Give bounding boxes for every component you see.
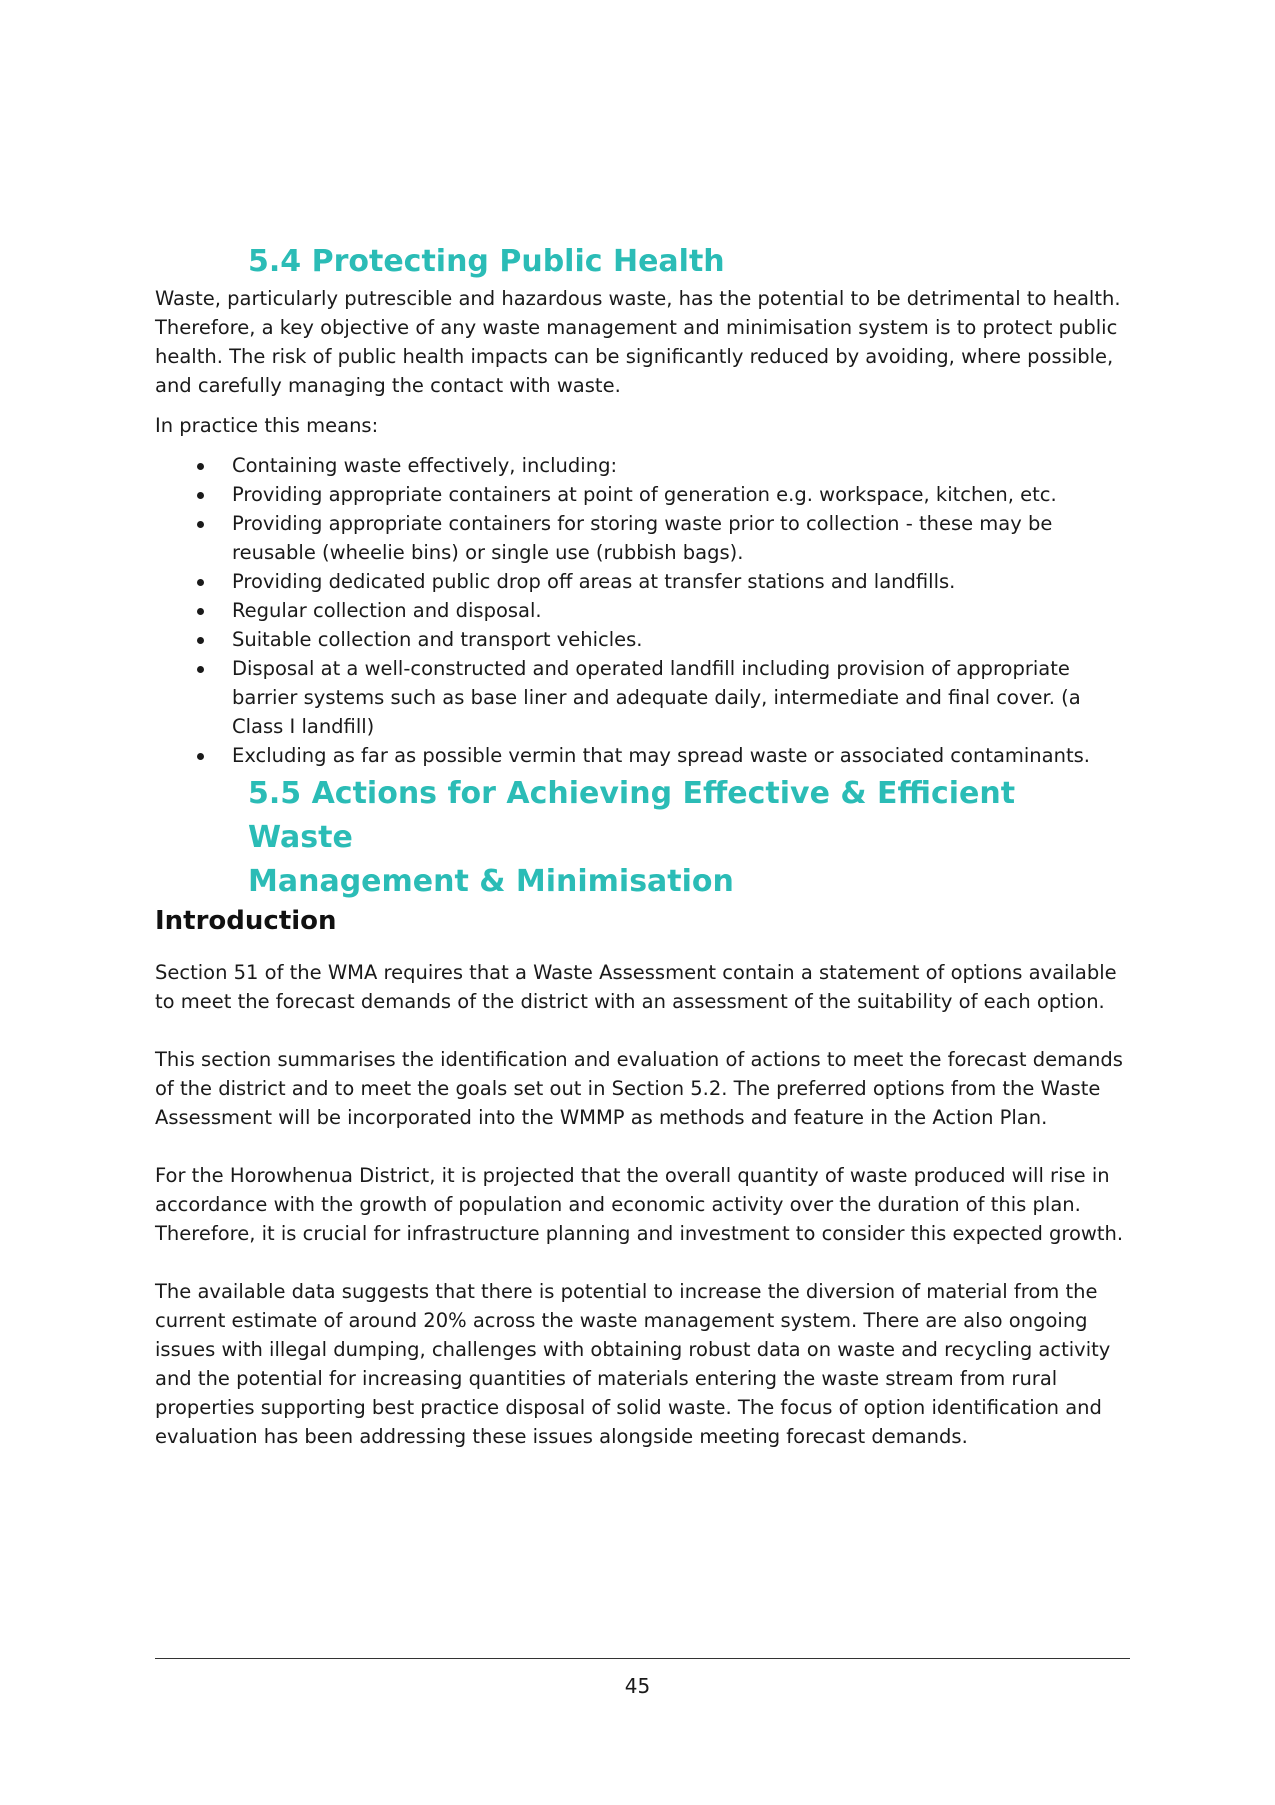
list-item bbox=[155, 596, 1130, 625]
list-item-text: Excluding as far as possible vermin that may spread waste or associated contaminants. bbox=[232, 744, 1090, 767]
bullet-icon bbox=[197, 608, 204, 615]
bullet-icon bbox=[197, 463, 204, 470]
section-heading-5-5-line2: Management & Minimisation bbox=[248, 864, 734, 899]
page-number: 45 bbox=[624, 1674, 651, 1698]
list-item-text: Regular collection and disposal. bbox=[232, 599, 542, 622]
section-heading-5-5-line1: 5.5 Actions for Achieving Effective & Efficient Waste bbox=[248, 776, 1016, 855]
introduction-paragraph-2: This section summarises the identification and evaluation of actions to meet the forecast demands of the district and to meet the goals set out in Section 5.2. The preferred options from the Waste Assessment will be incorporated into the WMMP as methods and feature in the Action Plan. bbox=[155, 1048, 1123, 1129]
list-item bbox=[155, 654, 1130, 741]
list-item-text: Disposal at a well-constructed and operated landfill including provision of appropriate barrier systems such as base liner and adequate daily, intermediate and final cover. (a Class I landfill) bbox=[232, 657, 1081, 738]
page-content bbox=[155, 240, 1130, 1451]
bullet-icon bbox=[197, 753, 204, 760]
introduction-paragraph-3: For the Horowhenua District, it is projected that the overall quantity of waste produced will rise in accordance with the growth of population and economic activity over the duration of this plan. Therefore, it is crucial for infrastructure planning and investment to consider this expected growth. bbox=[155, 1164, 1124, 1245]
section-5-4-intro: In practice this means: bbox=[155, 414, 379, 437]
list-item-text: Containing waste effectively, including: bbox=[232, 454, 618, 477]
list-item-text: Providing appropriate containers for storing waste prior to collection - these may be reusable (wheelie bins) or single use (rubbish bags). bbox=[232, 512, 1053, 564]
list-item-text: Suitable collection and transport vehicles. bbox=[232, 628, 643, 651]
list-item bbox=[155, 509, 1130, 567]
bullet-icon bbox=[197, 492, 204, 499]
introduction-paragraph-1: Section 51 of the WMA requires that a Waste Assessment contain a statement of options available to meet the forecast demands of the district with an assessment of the suitability of each option. bbox=[155, 961, 1117, 1013]
bullet-icon bbox=[197, 666, 204, 673]
introduction-heading: Introduction bbox=[155, 906, 337, 936]
list-item bbox=[155, 741, 1130, 770]
section-heading-5-5 bbox=[155, 772, 1130, 904]
list-item bbox=[155, 451, 1130, 480]
list-item-text: Providing appropriate containers at point of generation e.g. workspace, kitchen, etc. bbox=[232, 483, 1057, 506]
section-5-4-paragraph: Waste, particularly putrescible and hazardous waste, has the potential to be detrimental to health. Therefore, a key objective of any waste management and minimisation system is to protect public health. The risk of public health impacts can be significantly reduced by avoiding, where possible, and carefully managing the contact with waste. bbox=[155, 287, 1121, 397]
section-heading-5-4: 5.4 Protecting Public Health bbox=[248, 244, 725, 279]
bullet-icon bbox=[197, 637, 204, 644]
list-item bbox=[155, 567, 1130, 596]
list-item bbox=[155, 480, 1130, 509]
bullet-icon bbox=[197, 521, 204, 528]
list-item-text: Providing dedicated public drop off areas at transfer stations and landfills. bbox=[232, 570, 956, 593]
footer-divider bbox=[155, 1658, 1130, 1659]
list-item bbox=[155, 625, 1130, 654]
introduction-paragraph-4: The available data suggests that there is potential to increase the diversion of material from the current estimate of around 20% across the waste management system. There are also ongoing issues with illegal dumping, challenges with obtaining robust data on waste and recycling activity and the potential for increasing quantities of materials entering the waste stream from rural properties supporting best practice disposal of solid waste. The focus of option identification and evaluation has been addressing these issues alongside meeting forecast demands. bbox=[155, 1280, 1111, 1448]
bullet-icon bbox=[197, 579, 204, 586]
public-health-bullet-list bbox=[155, 451, 1130, 770]
